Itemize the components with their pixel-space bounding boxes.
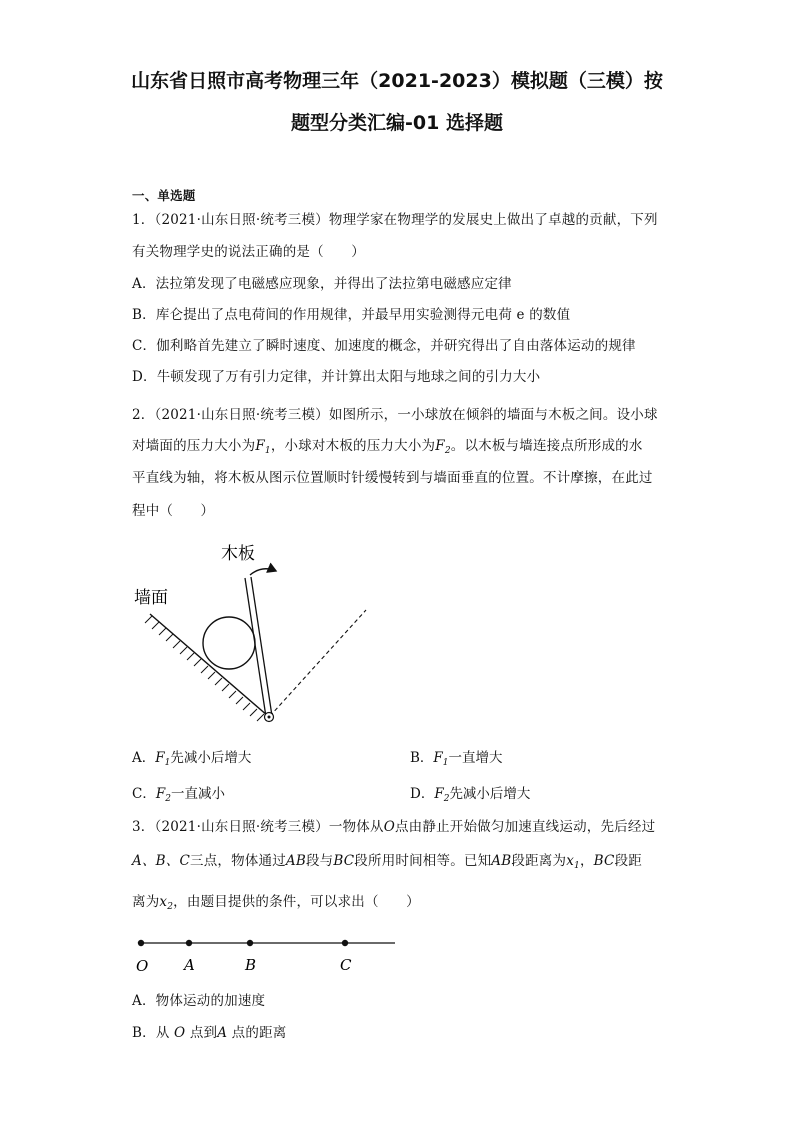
q2-stem-line-1: 2．（2021·山东日照·统考三模）如图所示，一小球放在倾斜的墙面与木板之间。设小球: [132, 407, 658, 423]
q2-option-b: B．$F_1$一直增大: [410, 750, 503, 768]
q2-option-d: D．$F_2$先减小后增大: [410, 786, 531, 804]
point-o: [138, 940, 144, 946]
f2-symbol: $F_2$: [435, 438, 451, 456]
board-label: 木板: [221, 544, 255, 564]
board-line-outer: [245, 578, 266, 717]
q1-option-b: B．库仑提出了点电荷间的作用规律，并最早用实验测得元电荷 e 的数值: [132, 307, 571, 323]
q2-stem-line-3: 平直线为轴，将木板从图示位置顺时针缓慢转到与墙面垂直的位置。不计摩擦，在此过: [132, 470, 653, 486]
label-o: O: [136, 957, 149, 975]
q2-stem-line-4: 程中（ ）: [132, 503, 215, 519]
point-b: [247, 940, 253, 946]
q2-option-c: C．$F_2$一直减小: [132, 786, 225, 804]
q2-text-segment: 对墙面的压力大小为: [132, 438, 256, 454]
q3-stem-line-1: 3．（2021·山东日照·统考三模）一物体从O点由静止开始做匀加速直线运动，先后经过: [132, 819, 656, 835]
q1-stem-line-1: 1．（2021·山东日照·统考三模）物理学家在物理学的发展史上做出了卓越的贡献，下列: [132, 212, 658, 228]
q1-stem-line-2: 有关物理学史的说法正确的是（ ）: [132, 244, 365, 260]
q2-text-segment: 。以木板与墙连接点所形成的水: [450, 438, 643, 454]
label-b: B: [245, 956, 257, 974]
wall-label: 墙面: [134, 588, 168, 608]
q3-figure: [130, 930, 400, 975]
q2-option-a: A．$F_1$先减小后增大: [132, 750, 252, 768]
label-a: A: [184, 956, 195, 974]
document-title-line-1: 山东省日照市高考物理三年（2021-2023）模拟题（三模）按: [131, 70, 663, 92]
point-a: [186, 940, 192, 946]
dashed-final-position: [270, 610, 366, 716]
document-title-line-2: 题型分类汇编-01 选择题: [291, 112, 503, 134]
q1-option-d: D．牛顿发现了万有引力定律，并计算出太阳与地球之间的引力大小: [132, 369, 541, 385]
ball: [203, 617, 255, 669]
q1-option-a: A．法拉第发现了电磁感应现象，并得出了法拉第电磁感应定律: [132, 276, 512, 292]
q3-stem-line-3: 离为$x_2$，由题目提供的条件，可以求出（ ）: [132, 894, 420, 912]
q3-option-b: B．从 O 点到A 点的距离: [132, 1025, 287, 1041]
section-heading: 一、单选题: [132, 188, 196, 203]
q3-option-a: A．物体运动的加速度: [132, 993, 266, 1009]
point-c: [342, 940, 348, 946]
wall-hatching: [145, 616, 264, 721]
q1-option-c: C．伽利略首先建立了瞬时速度、加速度的概念，并研究得出了自由落体运动的规律: [132, 338, 636, 354]
q2-stem-line-2: [132, 437, 672, 460]
label-c: C: [340, 956, 352, 974]
f1-symbol: $F_1$: [255, 438, 271, 456]
q2-figure: [125, 535, 385, 735]
q2-text-segment: ，小球对木板的压力大小为: [270, 438, 436, 454]
q3-stem-line-2: A、B、C三点，物体通过AB段与BC段所用时间相等。已知AB段距离为$x_1$，BC段距: [132, 853, 642, 871]
rotation-arrow-icon: [250, 569, 276, 575]
